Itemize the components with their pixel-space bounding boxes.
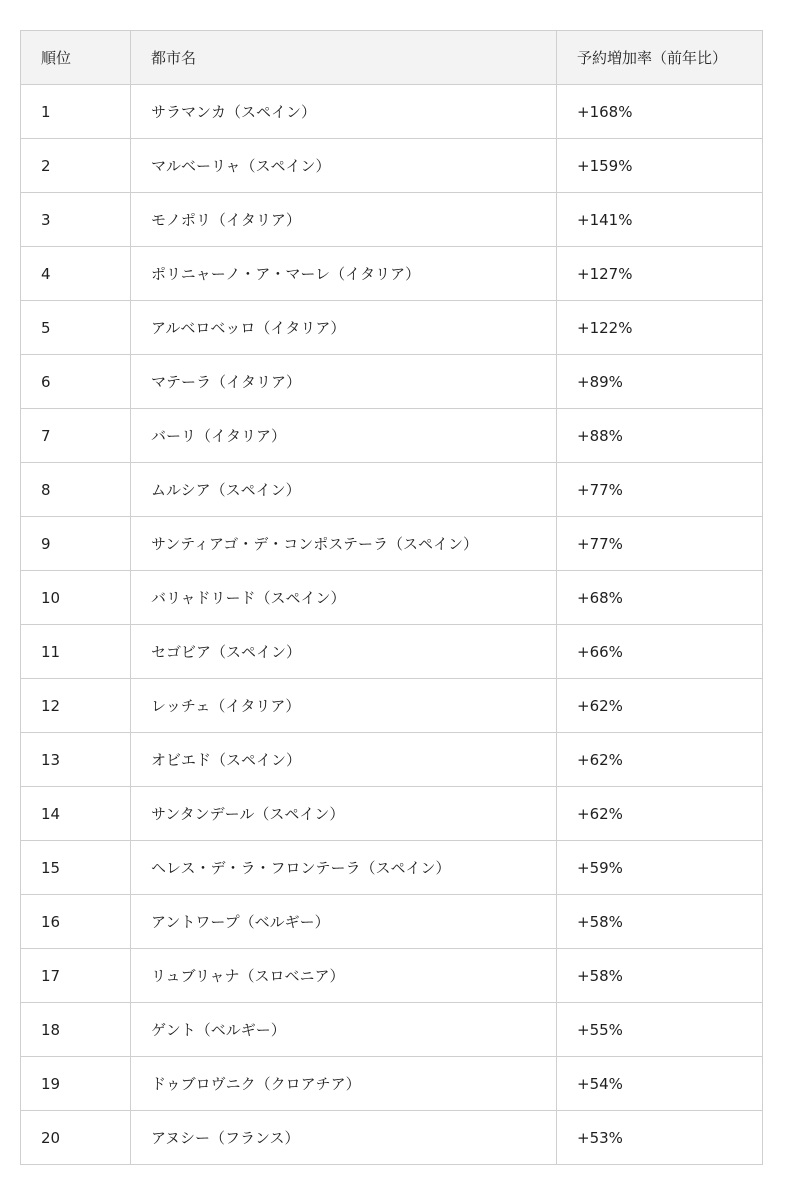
city-cell: モノポリ（イタリア） bbox=[131, 193, 557, 247]
rate-cell: +58% bbox=[557, 895, 763, 949]
city-cell: セゴビア（スペイン） bbox=[131, 625, 557, 679]
header-city: 都市名 bbox=[131, 31, 557, 85]
city-cell: ドゥブロヴニク（クロアチア） bbox=[131, 1057, 557, 1111]
city-cell: マルベーリャ（スペイン） bbox=[131, 139, 557, 193]
rate-cell: +62% bbox=[557, 733, 763, 787]
table-row bbox=[21, 1111, 763, 1165]
rank-cell: 8 bbox=[21, 463, 131, 517]
ranking-table bbox=[20, 30, 763, 1165]
rate-cell: +66% bbox=[557, 625, 763, 679]
table-row bbox=[21, 733, 763, 787]
city-cell: バリャドリード（スペイン） bbox=[131, 571, 557, 625]
rank-cell: 20 bbox=[21, 1111, 131, 1165]
city-cell: リュブリャナ（スロベニア） bbox=[131, 949, 557, 1003]
table-row bbox=[21, 301, 763, 355]
rank-cell: 14 bbox=[21, 787, 131, 841]
rank-cell: 5 bbox=[21, 301, 131, 355]
table-row bbox=[21, 517, 763, 571]
table-row bbox=[21, 409, 763, 463]
rank-cell: 18 bbox=[21, 1003, 131, 1057]
table-body bbox=[21, 85, 763, 1165]
city-cell: ムルシア（スペイン） bbox=[131, 463, 557, 517]
table-row bbox=[21, 85, 763, 139]
table-row bbox=[21, 139, 763, 193]
table-row bbox=[21, 679, 763, 733]
table-row bbox=[21, 787, 763, 841]
rate-cell: +58% bbox=[557, 949, 763, 1003]
city-cell: アヌシー（フランス） bbox=[131, 1111, 557, 1165]
header-increase-rate: 予約増加率（前年比） bbox=[557, 31, 763, 85]
rank-cell: 12 bbox=[21, 679, 131, 733]
header-row bbox=[21, 31, 763, 85]
rate-cell: +89% bbox=[557, 355, 763, 409]
city-cell: ヘレス・デ・ラ・フロンテーラ（スペイン） bbox=[131, 841, 557, 895]
rate-cell: +68% bbox=[557, 571, 763, 625]
city-cell: サラマンカ（スペイン） bbox=[131, 85, 557, 139]
city-cell: サンタンデール（スペイン） bbox=[131, 787, 557, 841]
rank-cell: 2 bbox=[21, 139, 131, 193]
rate-cell: +141% bbox=[557, 193, 763, 247]
city-cell: オビエド（スペイン） bbox=[131, 733, 557, 787]
rank-cell: 10 bbox=[21, 571, 131, 625]
rate-cell: +62% bbox=[557, 679, 763, 733]
table-row bbox=[21, 1057, 763, 1111]
rate-cell: +159% bbox=[557, 139, 763, 193]
city-cell: バーリ（イタリア） bbox=[131, 409, 557, 463]
table-row bbox=[21, 247, 763, 301]
rank-cell: 16 bbox=[21, 895, 131, 949]
table-row bbox=[21, 193, 763, 247]
city-cell: サンティアゴ・デ・コンポステーラ（スペイン） bbox=[131, 517, 557, 571]
rate-cell: +88% bbox=[557, 409, 763, 463]
rank-cell: 15 bbox=[21, 841, 131, 895]
rank-cell: 17 bbox=[21, 949, 131, 1003]
rank-cell: 6 bbox=[21, 355, 131, 409]
city-cell: ゲント（ベルギー） bbox=[131, 1003, 557, 1057]
city-cell: アルベロベッロ（イタリア） bbox=[131, 301, 557, 355]
city-cell: アントワープ（ベルギー） bbox=[131, 895, 557, 949]
rank-cell: 19 bbox=[21, 1057, 131, 1111]
rank-cell: 7 bbox=[21, 409, 131, 463]
table-row bbox=[21, 625, 763, 679]
table-row bbox=[21, 571, 763, 625]
table-row bbox=[21, 1003, 763, 1057]
table-row bbox=[21, 895, 763, 949]
header-rank: 順位 bbox=[21, 31, 131, 85]
table-header bbox=[21, 31, 763, 85]
rate-cell: +55% bbox=[557, 1003, 763, 1057]
table-row bbox=[21, 355, 763, 409]
rank-cell: 11 bbox=[21, 625, 131, 679]
rate-cell: +168% bbox=[557, 85, 763, 139]
table-row bbox=[21, 949, 763, 1003]
rate-cell: +77% bbox=[557, 463, 763, 517]
table-row bbox=[21, 841, 763, 895]
rate-cell: +53% bbox=[557, 1111, 763, 1165]
rate-cell: +122% bbox=[557, 301, 763, 355]
city-cell: レッチェ（イタリア） bbox=[131, 679, 557, 733]
rate-cell: +59% bbox=[557, 841, 763, 895]
city-cell: ポリニャーノ・ア・マーレ（イタリア） bbox=[131, 247, 557, 301]
rank-cell: 4 bbox=[21, 247, 131, 301]
rank-cell: 13 bbox=[21, 733, 131, 787]
rank-cell: 3 bbox=[21, 193, 131, 247]
rate-cell: +127% bbox=[557, 247, 763, 301]
rate-cell: +77% bbox=[557, 517, 763, 571]
city-cell: マテーラ（イタリア） bbox=[131, 355, 557, 409]
rank-cell: 9 bbox=[21, 517, 131, 571]
rank-cell: 1 bbox=[21, 85, 131, 139]
table-row bbox=[21, 463, 763, 517]
rate-cell: +54% bbox=[557, 1057, 763, 1111]
ranking-table-container bbox=[20, 30, 762, 1165]
rate-cell: +62% bbox=[557, 787, 763, 841]
